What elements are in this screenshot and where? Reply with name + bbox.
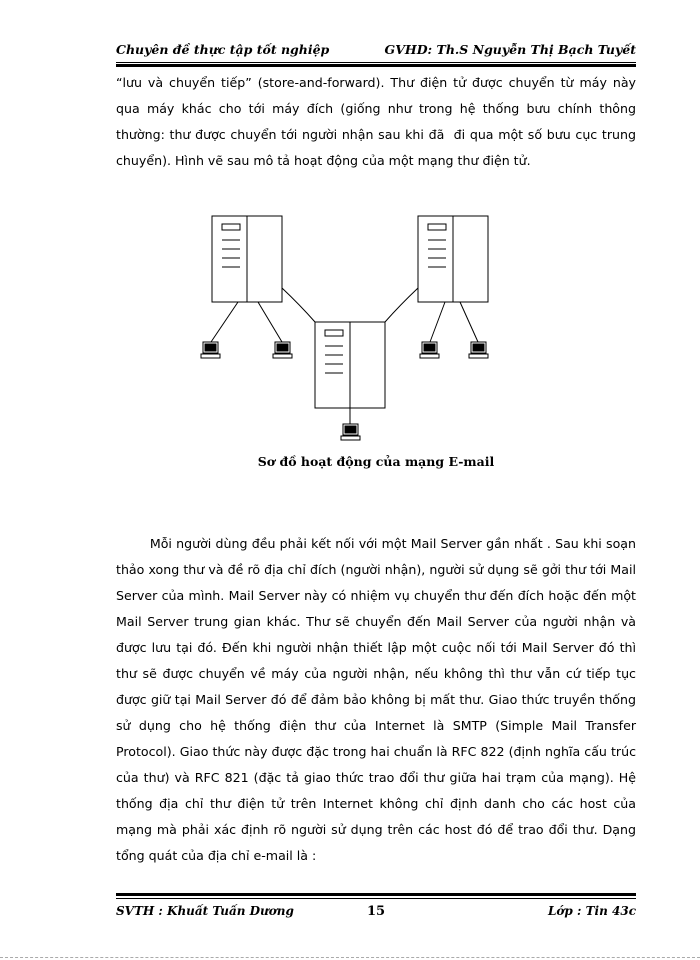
client-computer-1 xyxy=(201,342,220,358)
link-left-client-a xyxy=(211,302,238,342)
footer-rule-thin xyxy=(116,898,636,899)
footer-class: Lớp : Tin 43c xyxy=(547,904,636,918)
link-right-center xyxy=(385,288,418,322)
intro-paragraph: “lưu và chuyển tiếp” (store-and-forward). Thư điện tử được chuyển từ máy này qua máy khác cho tới máy đích (giống như trong hệ thống bưu chính thông thường: thư được chuyển tới người nhận sau khi đã đi qua một số bưu cục trung chuyển). Hình vẽ sau mô tả hoạt động của một mạng thư điện tử. xyxy=(116,75,641,168)
footer-student: SVTH : Khuất Tuấn Dương xyxy=(116,904,294,918)
link-left-client-b xyxy=(258,302,282,342)
mail-server-left xyxy=(212,216,282,302)
figure-caption: Sơ đồ hoạt động của mạng E-mail xyxy=(257,454,495,469)
mail-server-right xyxy=(418,216,488,302)
page-footer xyxy=(116,904,636,926)
link-left-center xyxy=(282,288,315,322)
client-computer-5 xyxy=(341,424,360,440)
header-course-title: Chuyên đề thực tập tốt nghiệp xyxy=(116,42,330,57)
page-number: 15 xyxy=(366,904,386,919)
client-computer-3 xyxy=(420,342,439,358)
page-edge xyxy=(0,957,700,958)
body-paragraph: Mỗi người dùng đều phải kết nối với một Mail Server gần nhất . Sau khi soạn thảo xong thư và đề rõ địa chỉ đích (người nhận), người sử dụng sẽ gởi thư tới Mail Server của mình. Mail Server này có nhiệm vụ chuyển thư đến đích hoặc đến một Mail Server trung gian khác. Thư sẽ chuyển đến Mail Server của người nhận và được lưu tại đó. Đến khi người nhận thiết lập một cuộc nối tới Mail Server đó thì thư sẽ được chuyển về máy của người nhận, nếu không thì thư vẫn cứ tiếp tục được giữ tại Mail Server đó để đảm bảo không bị mất thư. Giao thức truyền thống sử dụng cho hệ thống điện thư của Internet là SMTP (Simple Mail Transfer Protocol). Giao thức này được đặc trong hai chuẩn là RFC 822 (định nghĩa cấu trúc của thư) và RFC 821 (đặc tả giao thức trao đổi thư giữa hai trạm của mạng). Hệ thống địa chỉ thư điện tử trên Internet không chỉ định danh cho các host của mạng mà phải xác định rõ người sử dụng trên các host đó để trao đổi thư. Dạng tổng quát của địa chỉ e-mail là : xyxy=(116,536,641,863)
link-right-client-a xyxy=(430,302,445,342)
client-computer-2 xyxy=(273,342,292,358)
mail-server-center xyxy=(315,322,385,408)
link-right-client-b xyxy=(460,302,478,342)
header-supervisor: GVHD: Th.S Nguyễn Thị Bạch Tuyết xyxy=(384,42,636,57)
footer-rule-thick xyxy=(116,893,636,896)
client-computer-4 xyxy=(469,342,488,358)
